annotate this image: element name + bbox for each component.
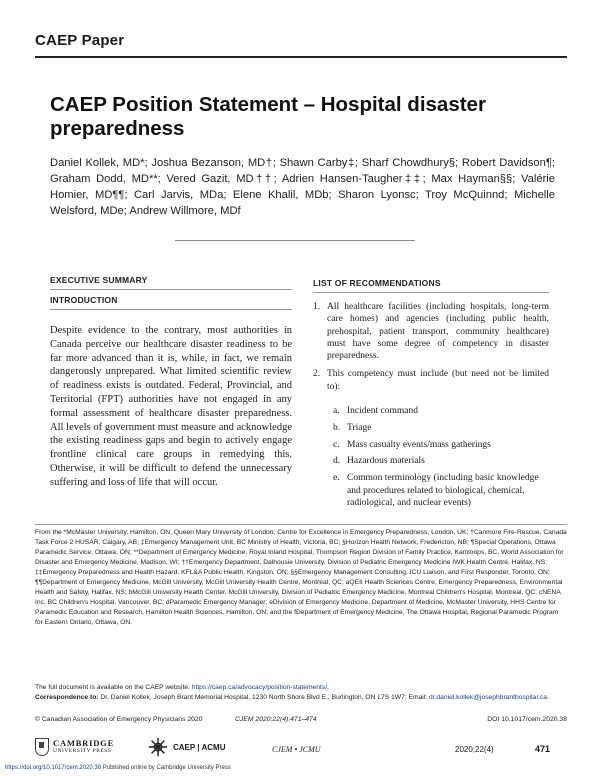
citation: CJEM 2020;22(4):471–474: [235, 716, 317, 723]
section-rule: [35, 56, 567, 58]
cambridge-shield-icon: [35, 738, 49, 756]
copyright: © Canadian Association of Emergency Physicians 2020: [35, 716, 203, 723]
journal-volume: 2020;22(4): [455, 745, 494, 754]
recommendation-number: 1.: [313, 302, 321, 312]
journal-name: CJEM • JCMU: [272, 745, 321, 754]
heading-rule: [50, 309, 292, 310]
caep-website-link[interactable]: https://caep.ca/advocacy/position-statements/.: [191, 684, 329, 691]
cambridge-logo: [35, 738, 114, 756]
recommendation-text: This competency must include (but need not be limited to):: [327, 369, 549, 392]
cambridge-text: CAMBRIDGE: [53, 738, 115, 748]
recommendation-item: [313, 368, 549, 393]
competency-item: [333, 472, 549, 509]
caep-logo: [147, 736, 225, 758]
heading-rule: [50, 289, 292, 290]
footnote-divider: [35, 524, 567, 525]
recommendation-text: All healthcare facilities (including hospitals, long-term care homes) and agencies (including public health, prehospital, patient transport, community healthcare) must have some degree of competency in disaster preparedness.: [327, 302, 549, 362]
executive-summary-block: [50, 275, 292, 295]
section-label: [35, 32, 567, 58]
recommendations-heading: LIST OF RECOMMENDATIONS: [313, 278, 441, 288]
competency-letter: c.: [333, 439, 340, 450]
correspondence-end: .: [546, 694, 549, 701]
availability-footnote: [35, 683, 567, 703]
title-divider: [175, 240, 415, 241]
affiliations-footnote: From the *McMaster University, Hamilton, ON, Queen Mary University of London, Centre for Excellence in Emergency Preparedness, London, UK; †Canmore Fire-Rescue, Canada Task Force 2 HUSAR, Calgary, AB; ‡Emergency Management Unit, BC Ministry of Health, Victoria, BC; §Horizon Health Network, Fredericton, NB; ¶Special Operations, Ottawa Paramedic Service, Ottawa, ON; **Department of Emergency Medicine, Royal Inland Hospital, Thompson Region Division of Family Practice, Kamloops, BC, World Association for Disaster and Emergency Medicine, Madison, WI; ††Emergency Department, Dalhousie University, Division of Pediatric Emergency Medicine IWK Health Centre, Halifax, NS; ‡‡Emergency Preparedness and Health Hazard, KFL&A Public Health, Kingston, ON; §§Emergency Management Consulting, ICU Liaison, and First Responder, Toronto, ON; ¶¶Department of Emergency Medicine, McGill University, McGill University Health Centre, Montreal, QC; aQEII Health Sciences Centre, Emergency Preparedness, Environmental Health and Safety, Halifax, NS; bMcGill University Health Center, McGill University, Division of Pediatric Emergency Medicine, Montreal Children's Hospital, Montreal, QC; cNENA Inc. BC Children's Hospital, Vancouver, BC; dParamedic Emergency Manager; eDivision of Emergency Medicine, Department of Medicine, McMaster University, HHS Centre for Paramedic Education and Research, Hamilton Health Sciences, Hamilton, ON; and the fDepartment of Emergency Medicine, The Ottawa Hospital, Regional Paramedic Program for Eastern Ontario, Ottawa, ON.: [35, 529, 567, 626]
doi-publisher-text: Published online by Cambridge University Press: [101, 765, 231, 771]
competency-item: [333, 405, 549, 417]
page-number: 471: [535, 744, 551, 754]
introduction-heading: INTRODUCTION: [50, 295, 118, 305]
recommendation-list: [313, 301, 549, 393]
competency-letter: a.: [333, 406, 340, 417]
competency-text: Common terminology (including basic knowledge and procedures related to biological, chemical, radiological, and nuclear events): [347, 473, 539, 508]
competency-letter: d.: [333, 456, 341, 467]
cambridge-wordmark: [53, 739, 114, 755]
competency-letter: e.: [333, 473, 340, 484]
caep-emblem-icon: [147, 736, 169, 758]
competency-text: Hazardous materials: [347, 456, 425, 467]
introduction-paragraph: Despite evidence to the contrary, most authorities in Canada perceive our healthcare disaster readiness to be far more advanced than it is, while, in fact, we remain dangerously unprepared. What limited scientific review of readiness exists is outdated. Federal, Provincial, and Territorial (FPT) authorities have not engaged in any formal assessment of healthcare disaster preparedness. All levels of government must measure and acknowledge the existing readiness gaps and begin to actively engage frontline clinical care groups in remedying this. Otherwise, it will be difficult to defend the unnecessary suffering and loss of life that will occur.: [50, 325, 292, 488]
correspondence-text: Dr. Daniel Kollek, Joseph Brant Memorial Hospital, 1230 North Shore Blvd E., Burlington, ON L7S 1W7; Email:: [98, 694, 429, 701]
heading-rule: [313, 292, 549, 293]
availability-prefix: The full document is available on the CAEP website:: [35, 684, 192, 691]
caep-logo-text: CAEP | ACMU: [173, 742, 226, 752]
competency-item: [333, 455, 549, 467]
correspondence-label: Correspondence to:: [35, 694, 99, 701]
article-title: CAEP Position Statement – Hospital disaster preparedness: [50, 93, 486, 140]
competency-text: Incident command: [347, 406, 418, 417]
competency-text: Triage: [347, 422, 372, 433]
competency-letter: b.: [333, 422, 341, 433]
recommendation-number: 2.: [313, 369, 321, 380]
competency-text: Mass casualty events/mass gatherings: [347, 439, 491, 450]
recommendation-item: [313, 301, 549, 362]
competency-item: [333, 422, 549, 434]
doi: DOI 10.1017/cem.2020.38: [487, 716, 567, 723]
doi-line: [5, 765, 231, 771]
section-label-text: CAEP Paper: [35, 32, 125, 49]
competency-list: [333, 405, 549, 509]
executive-summary-heading: EXECUTIVE SUMMARY: [50, 275, 148, 285]
author-list: Daniel Kollek, MD*; Joshua Bezanson, MD†; Shawn Carby‡; Sharf Chowdhury§; Robert Davidson¶; Graham Dodd, MD**; Vered Gazit, MD††; Adrien Hansen-Taugher‡‡; Max Hayman§§; Valérie Homier, MD¶¶; Carl Jarvis, MDa; Elene Khalil, MDb; Sharon Lyonsc; Troy McQuinnd; Michelle Welsford, MDe; Andrew Willmore, MDf: [50, 157, 555, 217]
correspondence-email-link[interactable]: dr.daniel.kollek@josephbranthospital.ca: [428, 694, 547, 701]
university-press-text: UNIVERSITY PRESS: [53, 748, 112, 754]
publication-meta: [35, 716, 567, 728]
left-column: [50, 275, 292, 490]
competency-item: [333, 439, 549, 451]
page-footer: [35, 734, 567, 762]
doi-link[interactable]: https://doi.org/10.1017/cem.2020.38: [5, 765, 102, 771]
right-column: [313, 278, 549, 514]
